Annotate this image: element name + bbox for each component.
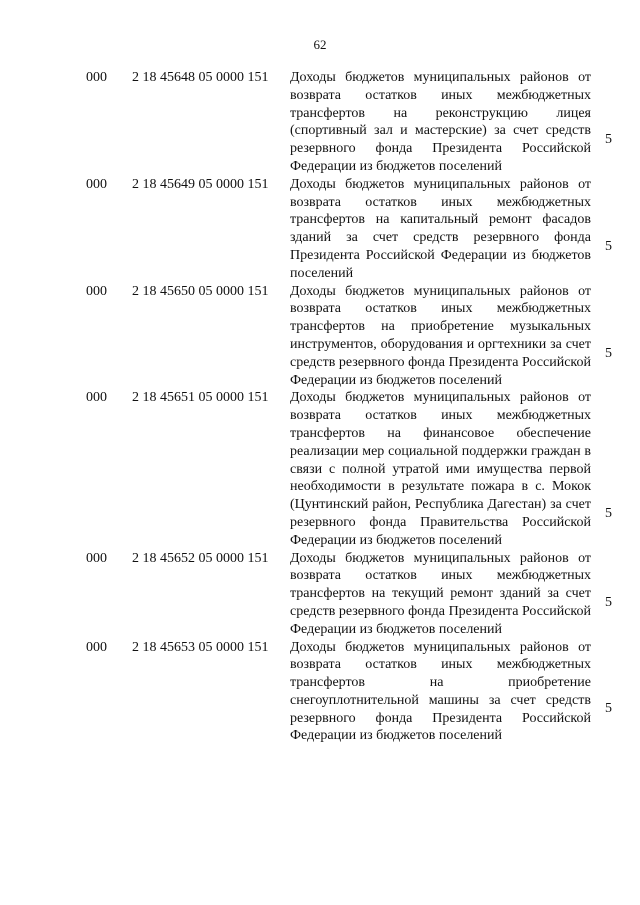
table-row [0, 639, 640, 746]
admin-code: 000 [86, 283, 107, 299]
budget-classification-code: 2 18 45650 05 0000 151 [132, 283, 269, 299]
budget-classification-code: 2 18 45652 05 0000 151 [132, 550, 269, 566]
admin-code: 000 [86, 70, 107, 85]
income-description: Доходы бюджетов муниципальных районов от возврата остатков иных межбюджетных трансфертов на реконструкцию лицея (спортивный зал и мастерские) за счет средств резервного фонда Президента Российской Федерации из бюджетов поселений [290, 70, 591, 174]
admin-code: 000 [86, 176, 107, 192]
allocation-norm: 5 [605, 505, 612, 521]
income-description: Доходы бюджетов муниципальных районов от возврата остатков иных межбюджетных трансфертов на финансовое обеспечение реализации мер социальной поддержки граждан в связи с полной утратой ими имущества первой необходимости в результате пожара в с. Мокок (Цунтинский район, Республика Дагестан) за счет резервного фонда Правительства Российской Федерации из бюджетов поселений [290, 390, 591, 548]
budget-classification-code: 2 18 45648 05 0000 151 [132, 70, 269, 85]
allocation-norm: 5 [605, 238, 612, 254]
budget-classification-code: 2 18 45653 05 0000 151 [132, 639, 269, 655]
admin-code: 000 [86, 550, 107, 566]
table-row [0, 389, 640, 549]
table-row [0, 550, 640, 639]
allocation-norm: 5 [605, 594, 612, 610]
budget-code-table [0, 69, 640, 745]
income-description: Доходы бюджетов муниципальных районов от возврата остатков иных межбюджетных трансфертов на приобретение музыкальных инструментов, оборудования и оргтехники за счет средств резервного фонда Президента Российской Федерации из бюджетов поселений [290, 283, 591, 388]
income-description: Доходы бюджетов муниципальных районов от возврата остатков иных межбюджетных трансфертов на приобретение снегоуплотнительной машины за счет средств резервного фонда Президента Российской Федерации из бюджетов поселений [290, 639, 591, 744]
page-number: 62 [313, 37, 327, 52]
admin-code: 000 [86, 639, 107, 655]
income-description: Доходы бюджетов муниципальных районов от возврата остатков иных межбюджетных трансфертов на текущий ремонт зданий за счет средств резервного фонда Президента Российской Федерации из бюджетов поселений [290, 550, 591, 637]
budget-classification-code: 2 18 45649 05 0000 151 [132, 176, 269, 192]
table-row [0, 69, 640, 176]
allocation-norm: 5 [605, 345, 612, 361]
income-description: Доходы бюджетов муниципальных районов от возврата остатков иных межбюджетных трансфертов на капитальный ремонт фасадов зданий за счет средств резервного фонда Президента Российской Федерации из бюджетов поселений [290, 176, 591, 281]
admin-code: 000 [86, 390, 107, 406]
budget-classification-code: 2 18 45651 05 0000 151 [132, 390, 269, 406]
table-row [0, 176, 640, 283]
table-row [0, 283, 640, 390]
allocation-norm: 5 [605, 701, 612, 717]
allocation-norm: 5 [605, 131, 612, 147]
